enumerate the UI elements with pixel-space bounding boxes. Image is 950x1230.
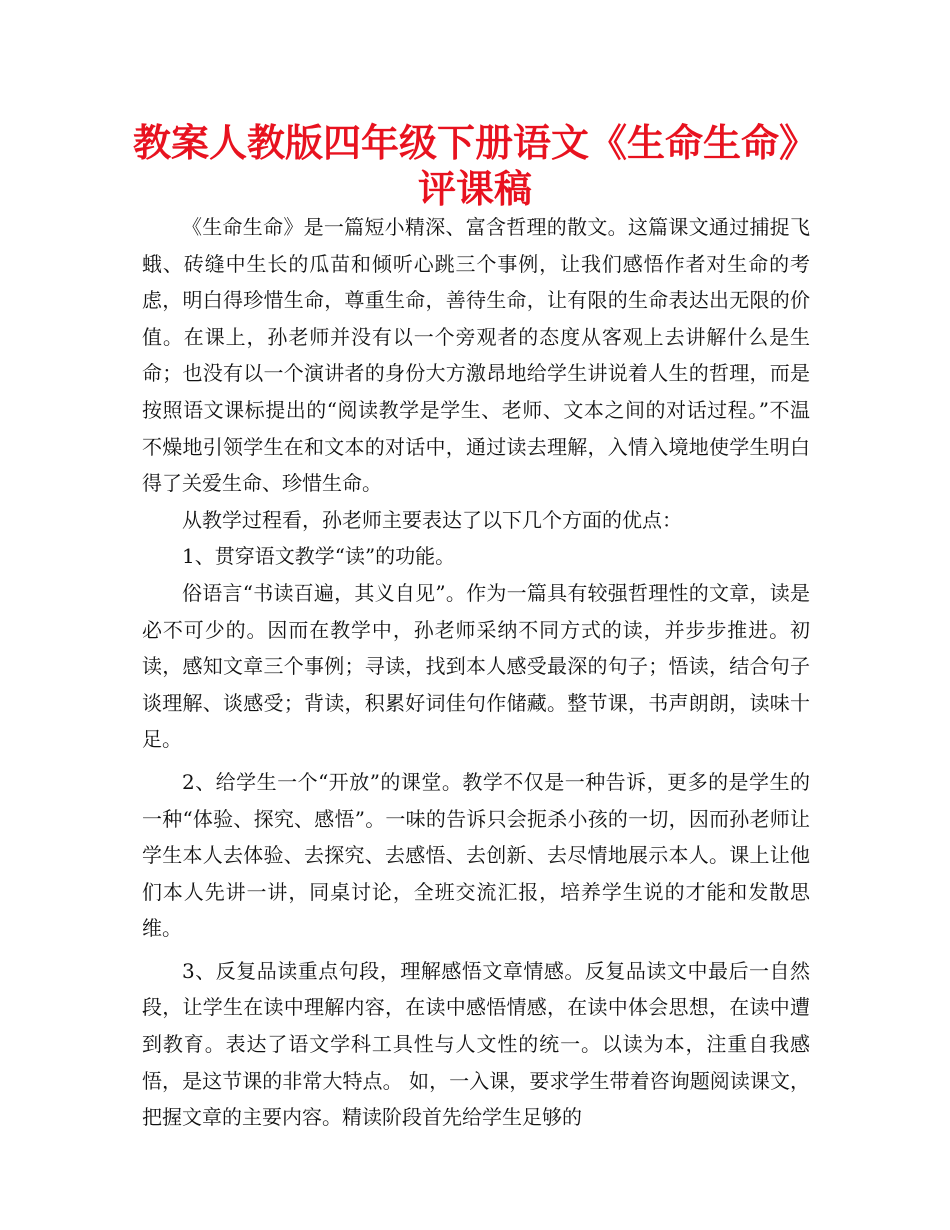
paragraph-overview: 从教学过程看，孙老师主要表达了以下几个方面的优点： xyxy=(182,507,682,532)
paragraph-intro: 《生命生命》是一篇短小精深、富含哲理的散文。这篇课文通过捕捉飞蛾、砖缝中生长的瓜苗和倾听心跳三个事例，让我们感悟作者对生命的考虑，明白得珍惜生命，尊重生命，善待生命，让有限的生命表达出无限的价值。在课上，孙老师并没有以一个旁观者的态度从客观上去讲解什么是生命；也没有以一个演讲者的身份大方激昂地给学生讲说着人生的哲理，而是按照语文课标提出的“阅读教学是学生、老师、文本之间的对话过程。”不温不燥地引领学生在和文本的对话中，通过读去理解，入情入境地使学生明白得了关爱生命、珍惜生命。 xyxy=(142,215,810,496)
title-line-2: 评课稿 xyxy=(417,167,532,211)
paragraph-point-2: 2、给学生一个“开放”的课堂。教学不仅是一种告诉，更多的是学生的一种“体验、探究、感悟”。一味的告诉只会扼杀小孩的一切，因而孙老师让学生本人去体验、去探究、去感悟、去创新、去尽情地展示本人。课上让他们本人先讲一讲，同桌讨论，全班交流汇报，培养学生说的才能和发散思维。 xyxy=(142,769,810,941)
document-body xyxy=(142,209,810,1136)
document-title xyxy=(100,120,850,212)
paragraph-point-1-heading: 1、贯穿语文教学“读”的功能。 xyxy=(182,544,456,569)
paragraph-point-1-body: 俗语言“书读百遍，其义自见”。作为一篇具有较强哲理性的文章，读是必不可少的。因而在教学中，孙老师采纳不同方式的读，并步步推进。初读，感知文章三个事例；寻读，找到本人感受最深的句子；悟读，结合句子谈理解、谈感受；背读，积累好词佳句作储藏。整节课，书声朗朗，读味十足。 xyxy=(142,580,810,752)
title-line-1: 教案人教版四年级下册语文《生命生命》 xyxy=(132,121,817,165)
paragraph-point-3: 3、反复品读重点句段，理解感悟文章情感。反复品读文中最后一自然段，让学生在读中理解内容，在读中感悟情感，在读中体会思想，在读中遭到教育。表达了语文学科工具性与人文性的统一。以读为本，注重自我感悟，是这节课的非常大特点。 如，一入课，要求学生带着咨询题阅读课文，把握文章的主要内容。精读阶段首先给学生足够的 xyxy=(142,958,810,1130)
